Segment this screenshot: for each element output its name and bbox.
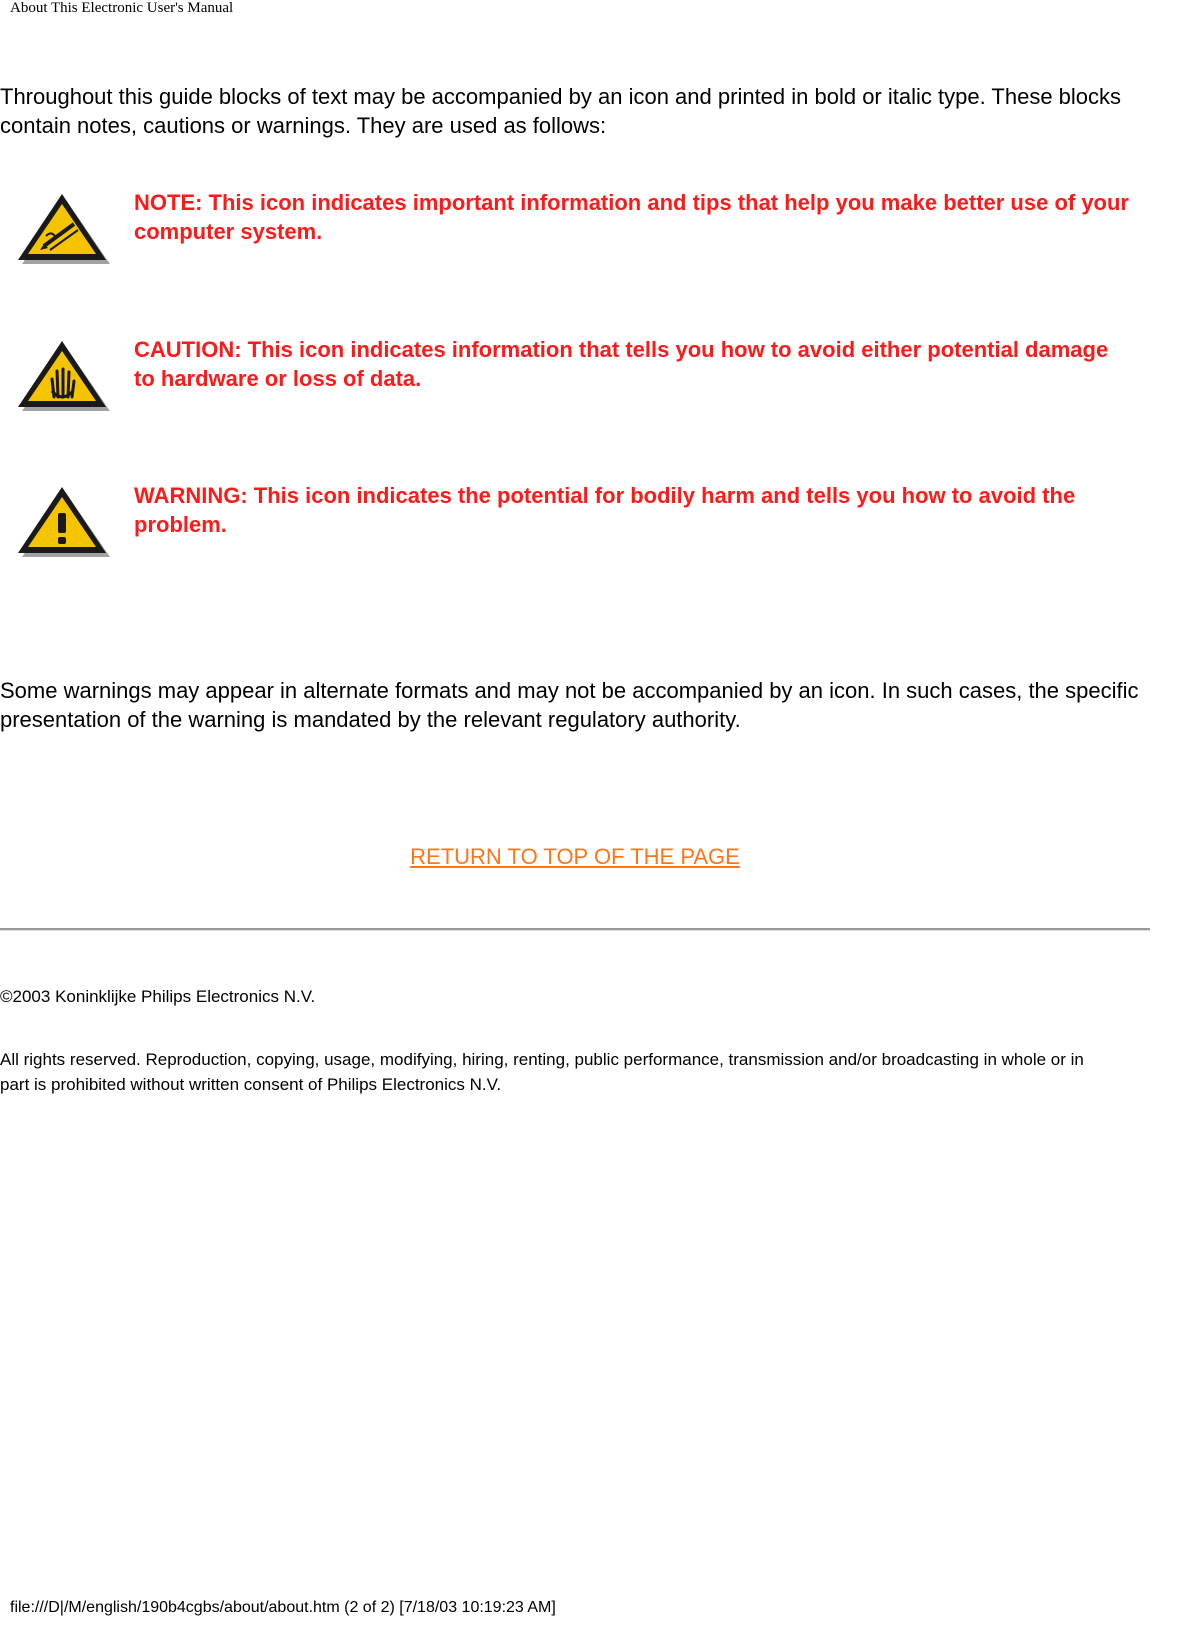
- caution-hand-icon: [10, 335, 114, 415]
- warning-text: WARNING: This icon indicates the potential for bodily harm and tells you how to avoid the problem.: [134, 483, 1076, 537]
- return-to-top-container: [0, 842, 1150, 871]
- rights-reserved-notice: All rights reserved. Reproduction, copying, usage, modifying, hiring, renting, public performance, transmission and/or broadcasting in whole or in part is prohibited without written consent of Philips Electronics N.V.: [0, 1050, 1084, 1094]
- alternate-formats-paragraph: Some warnings may appear in alternate formats and may not be accompanied by an icon. In such cases, the specific presentation of the warning is mandated by the relevant regulatory authority.: [0, 678, 1139, 732]
- intro-paragraph: Throughout this guide blocks of text may be accompanied by an icon and printed in bold or italic type. These blocks contain notes, cautions or warnings. They are used as follows:: [0, 84, 1122, 138]
- note-text: NOTE: This icon indicates important information and tips that help you make better use of your computer system.: [134, 190, 1129, 244]
- caution-block: [10, 335, 1160, 435]
- caution-text: CAUTION: This icon indicates information that tells you how to avoid either potential damage to hardware or loss of data.: [134, 337, 1109, 391]
- copyright-notice: ©2003 Koninklijke Philips Electronics N.V.: [0, 987, 316, 1006]
- horizontal-divider: [0, 928, 1150, 931]
- print-footer-url: file:///D|/M/english/190b4cgbs/about/about.htm (2 of 2) [7/18/03 10:19:23 AM]: [10, 1599, 556, 1616]
- note-pencil-icon: [10, 188, 114, 268]
- warning-exclamation-icon: [10, 481, 114, 561]
- return-to-top-link[interactable]: RETURN TO TOP OF THE PAGE: [410, 844, 740, 869]
- print-header-title: About This Electronic User's Manual: [10, 0, 234, 16]
- warning-block: [10, 481, 1160, 581]
- note-block: [10, 188, 1160, 288]
